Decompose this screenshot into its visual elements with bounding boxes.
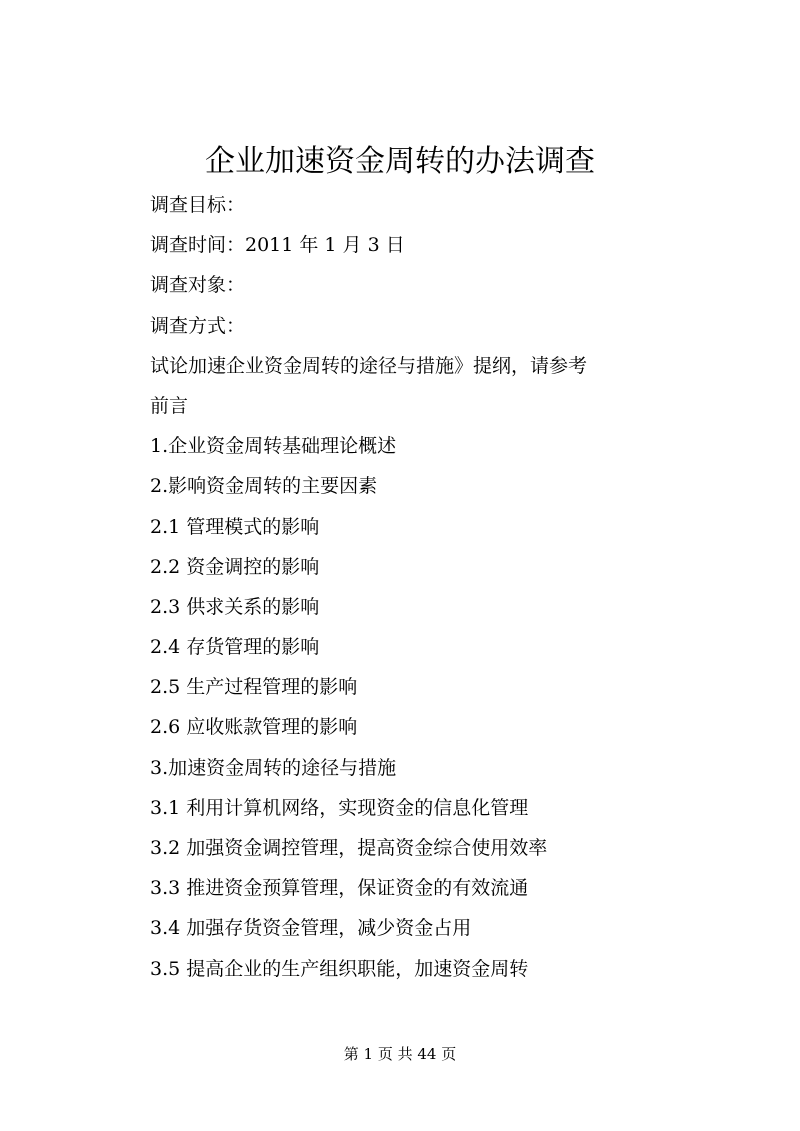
survey-goal-line: 调查目标：	[150, 194, 246, 216]
preface-heading: 前言	[150, 394, 189, 417]
outline-item: 2.6 应收账款管理的影响	[150, 716, 358, 739]
outline-item: 2.2 资金调控的影响	[150, 555, 320, 578]
outline-item: 2.1 管理模式的影响	[150, 515, 320, 538]
outline-intro-line: 试论加速企业资金周转的途径与措施》提纲，请参考	[150, 354, 588, 377]
outline-item: 2.5 生产过程管理的影响	[150, 676, 358, 699]
outline-item: 1.企业资金周转基础理论概述	[150, 435, 397, 458]
document-body	[150, 185, 670, 989]
outline-item: 2.影响资金周转的主要因素	[150, 475, 378, 498]
outline-item: 3.4 加强存货资金管理，减少资金占用	[150, 917, 472, 940]
document-title: 企业加速资金周转的办法调查	[205, 144, 595, 179]
outline-item: 3.2 加强资金调控管理，提高资金综合使用效率	[150, 837, 548, 859]
page-number-footer: 第 1 页 共 44 页	[343, 1045, 457, 1063]
survey-method-line: 调查方式：	[150, 314, 246, 337]
outline-item: 2.4 存货管理的影响	[150, 636, 320, 659]
outline-item: 3.5 提高企业的生产组织职能，加速资金周转	[150, 957, 529, 980]
survey-subject-line: 调查对象：	[150, 274, 246, 297]
survey-time-line: 调查时间：2011 年 1 月 3 日	[150, 234, 405, 257]
outline-item: 2.3 供求关系的影响	[150, 595, 320, 618]
outline-item: 3.加速资金周转的途径与措施	[150, 756, 397, 779]
outline-item: 3.3 推进资金预算管理，保证资金的有效流通	[150, 877, 529, 900]
outline-item: 3.1 利用计算机网络，实现资金的信息化管理	[150, 796, 529, 819]
